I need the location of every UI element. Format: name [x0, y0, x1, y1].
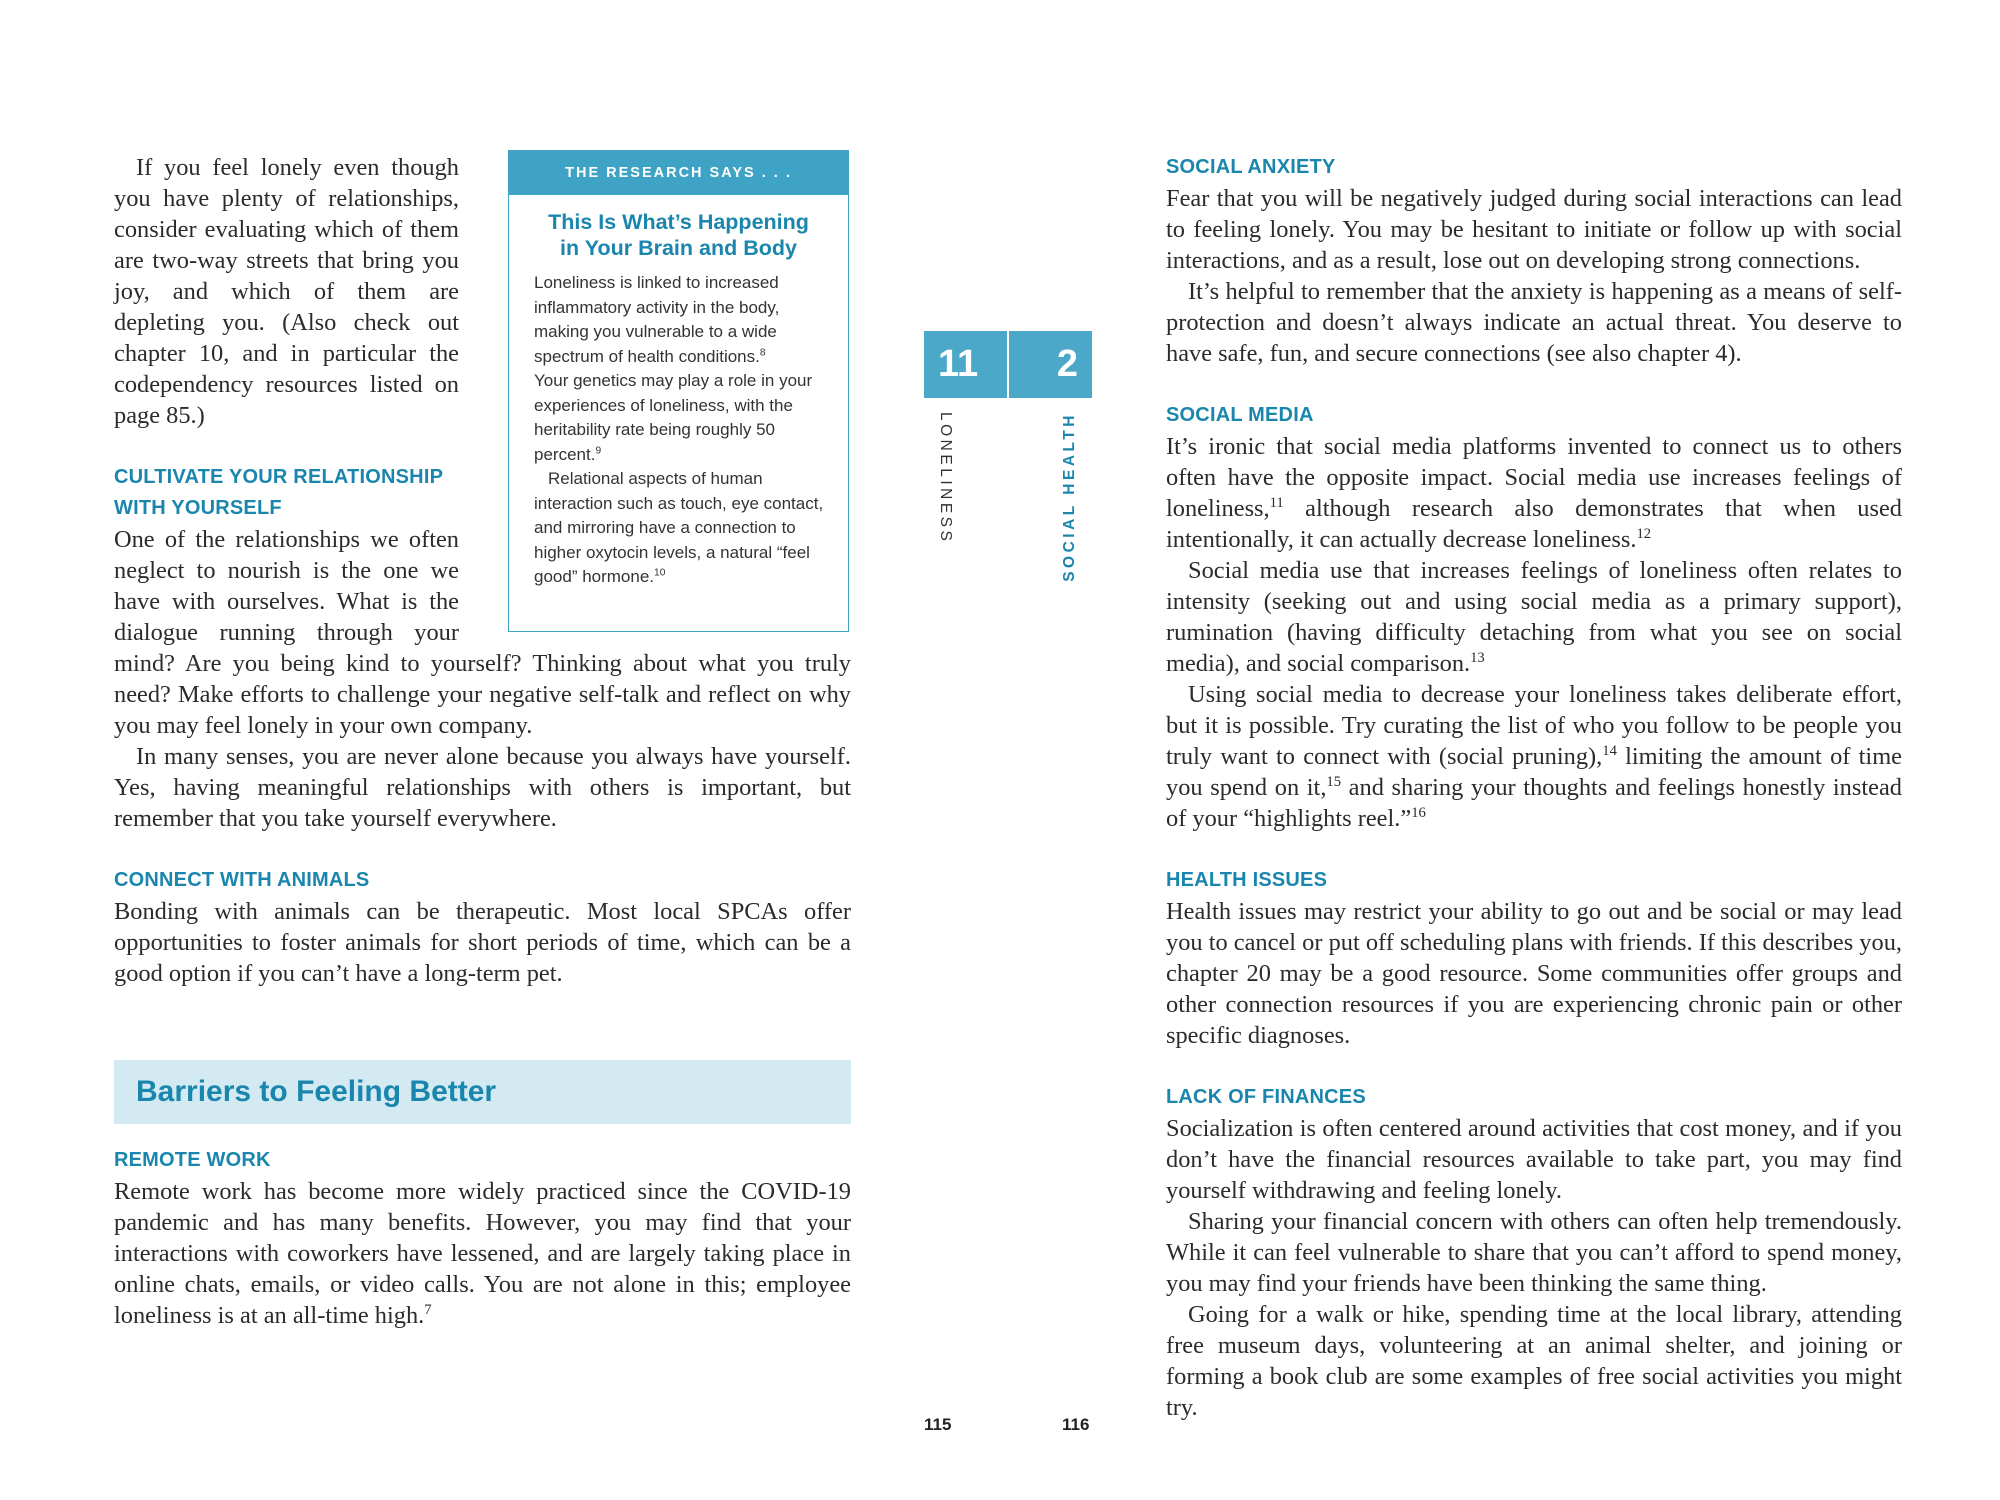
- section-tab-social-health: 2: [1009, 331, 1092, 398]
- social-anxiety-paragraph-2: It’s helpful to remember that the anxiety is happening as a means of self-protection and doesn’t always indicate an actual threat. You deserve to have safe, fun, and secure connections (see also chapter 4).: [1166, 278, 1902, 367]
- side-label-social-health: SOCIAL HEALTH: [1061, 412, 1078, 582]
- barriers-banner: [114, 1060, 851, 1124]
- cultivate-paragraph-2: In many senses, you are never alone because you always have yourself. Yes, having meaningful relationships with others is important, but remember that you take yourself everywhere.: [114, 743, 851, 832]
- social-anxiety-heading: SOCIAL ANXIETY: [1166, 156, 1336, 178]
- finances-paragraph-3: Going for a walk or hike, spending time at the local library, attending free museum days, volunteering at an animal shelter, and joining or forming a book club are some examples of free social activities you might try.: [1166, 1301, 1902, 1421]
- animals-heading: CONNECT WITH ANIMALS: [114, 869, 370, 891]
- research-paragraph-3: Relational aspects of human interaction such as touch, eye contact, and mirroring have a connection to higher oxytocin levels, a natural “feel good” hormone.$^{10}$: [534, 469, 824, 586]
- right-page-column: [1166, 152, 1902, 1423]
- page-number-right: 116: [1062, 1415, 1090, 1434]
- social-anxiety-paragraph-1: Fear that you will be negatively judged during social interactions can lead to feeling lonely. You may be hesitant to initiate or follow up with social interactions, and as a result, lose out on developing strong connections.: [1166, 185, 1902, 274]
- social-media-paragraph-2: Social media use that increases feelings of loneliness often relates to intensity (seeking out and using social media as a primary support), rumination (having difficulty detaching from what you see on social media), and social comparison.$^{13}$: [1166, 557, 1902, 677]
- finances-paragraph-1: Socialization is often centered around activities that cost money, and if you don’t have the financial resources available to take part, you may find yourself withdrawing and feeling lonely.: [1166, 1115, 1902, 1204]
- footnote-marker: 7: [424, 1301, 432, 1318]
- research-title: This Is What’s Happening in Your Brain and Body: [548, 210, 809, 260]
- finances-paragraph-2: Sharing your financial concern with others can often help tremendously. While it can feel vulnerable to share that you can’t afford to spend money, you may find your friends have been thinking the same thing.: [1166, 1208, 1902, 1297]
- side-label-loneliness: LONELINESS: [937, 412, 954, 545]
- health-issues-paragraph: Health issues may restrict your ability to go out and be social or may lead you to cancel or put off scheduling plans with friends. If this describes you, chapter 20 may be a good resource. Some communities offer groups and other connection resources if you are experiencing chronic pain or other specific diagnoses.: [1166, 898, 1902, 1049]
- research-body: [534, 271, 828, 590]
- research-paragraph-2: Your genetics may play a role in your experiences of loneliness, with the heritability rate being roughly 50 percent.$^9$: [534, 371, 813, 464]
- page-number-left: 115: [924, 1415, 952, 1434]
- animals-paragraph: Bonding with animals can be therapeutic. Most local SPCAs offer opportunities to foster animals for short periods of time, which can be a good option if you can’t have a long-term pet.: [114, 898, 851, 987]
- social-media-paragraph-1: It’s ironic that social media platforms invented to connect us to others often have the opposite impact. Social media use increases feelings of loneliness,$^{11}$ although research also demonstrates that when used intentionally, it can actually decrease loneliness.$^{12}$: [1166, 433, 1902, 553]
- remote-work-section: [114, 1145, 851, 1331]
- social-media-heading: SOCIAL MEDIA: [1166, 404, 1314, 426]
- intro-paragraph: If you feel lonely even though you have plenty of relationships, consider evaluating which of them are two-way streets that bring you joy, and which of them are depleting you. (Also check out chapter 10, and in particular the codependency resources listed on page 85.): [114, 154, 459, 429]
- research-header: THE RESEARCH SAYS . . .: [509, 151, 848, 195]
- cultivate-paragraph-1: One of the relationships we often neglect to nourish is the one we have with ourselves. What is the dialogue running through your mind? Are you being kind to yourself? Thinking about what you truly need? Make efforts to challenge your negative self-talk and reflect on why you may feel lonely in your own company.: [114, 526, 851, 739]
- remote-work-paragraph: Remote work has become more widely practiced since the COVID-19 pandemic and has many benefits. However, you may find that your interactions with coworkers have lessened, and are largely taking place in online chats, emails, or video calls. You are not alone in this; employee loneliness is at an all-time high.$^7$: [114, 1178, 851, 1329]
- lack-of-finances-heading: LACK OF FINANCES: [1166, 1086, 1366, 1108]
- social-media-paragraph-3: Using social media to decrease your loneliness takes deliberate effort, but it is possible. Try curating the list of who you follow to be people you truly want to connect with (social pruning),$^{14}$ limiting the amount of time you spend on it,$^{15}$ and sharing your thoughts and feelings honestly instead of your “highlights reel.”$^{16}$: [1166, 681, 1902, 832]
- chapter-tab-loneliness: 11: [924, 331, 1007, 398]
- research-box: [508, 150, 849, 632]
- cultivate-heading-line2: WITH YOURSELF: [114, 497, 282, 519]
- health-issues-heading: HEALTH ISSUES: [1166, 869, 1328, 891]
- cultivate-heading-line1: CULTIVATE YOUR RELATIONSHIP: [114, 466, 444, 488]
- research-paragraph-1: Loneliness is linked to increased inflammatory activity in the body, making you vulnerable to a wide spectrum of health conditions.$^8$: [534, 273, 780, 366]
- barriers-title: Barriers to Feeling Better: [136, 1075, 497, 1108]
- remote-work-heading: REMOTE WORK: [114, 1149, 271, 1171]
